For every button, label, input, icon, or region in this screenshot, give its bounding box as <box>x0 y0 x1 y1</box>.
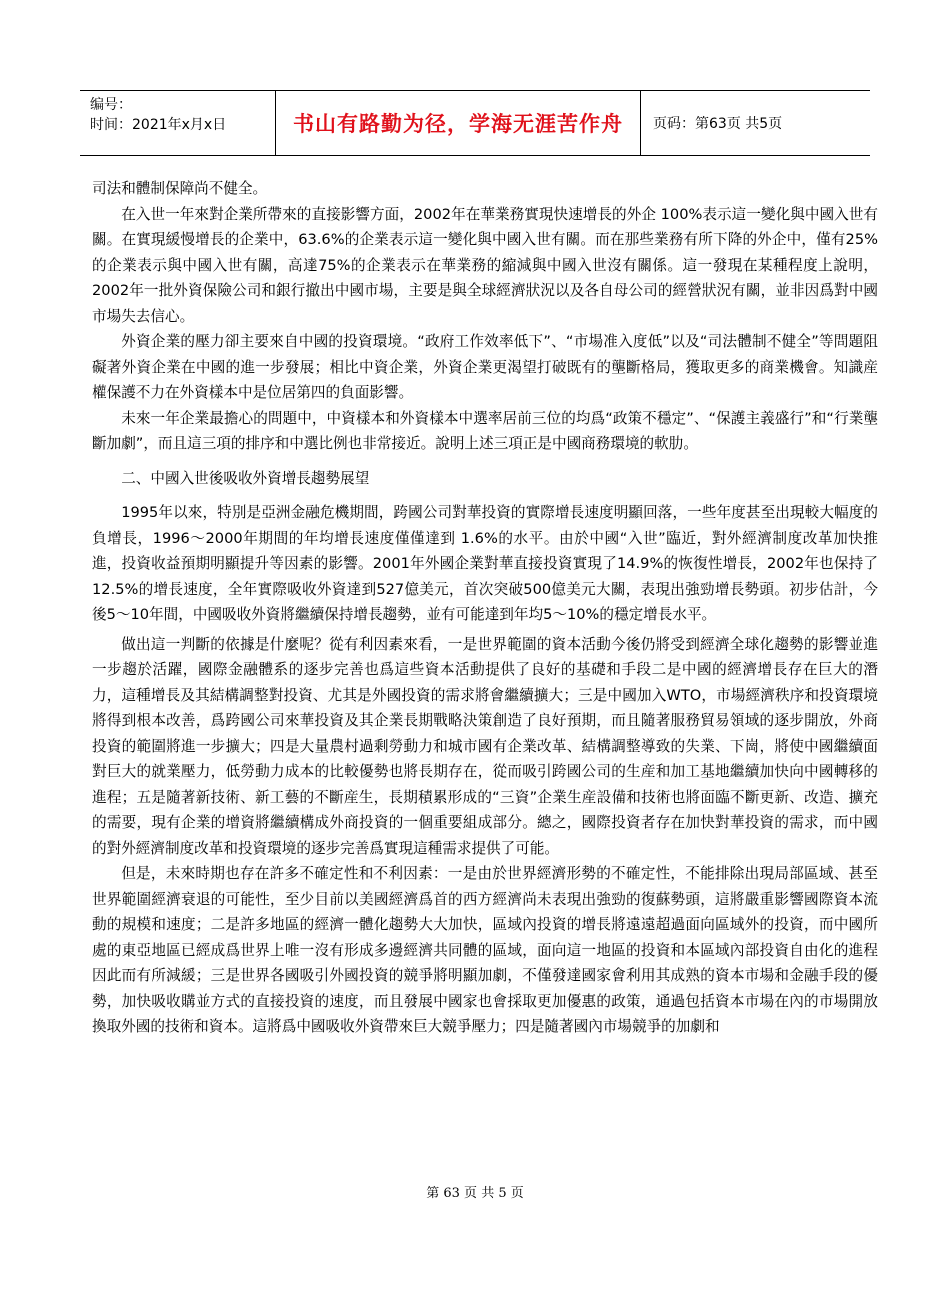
paragraph: 司法和體制保障尚不健全。 <box>92 180 268 197</box>
document-body <box>92 176 878 1040</box>
paragraph: 外資企業的壓力卻主要來自中國的投資環境。“政府工作效率低下”、“市場准入度低”以及“司法體制不健全”等問題阻礙著外資企業在中國的進一步發展；相比中資企業，外資企業更渴望打破既有的壟斷格局，獲取更多的商業機會。知識産權保護不力在外資樣本中是位居第四的負面影響。 <box>92 333 878 401</box>
page-footer: 第 63 页 共 5 页 <box>426 1186 524 1201</box>
paragraph: 1995年以來，特別是亞洲金融危機期間，跨國公司對華投資的實際增長速度明顯回落，一些年度甚至出現較大幅度的負增長，1996～2000年期間的年均增長速度僅僅達到 1.6%的水平。由於中國“入世”臨近，對外經濟制度改革加快推進，投資收益預期明顯提升等因素的影響。2001年外國企業對華直接投資實現了14.9%的恢復性增長，2002年也保持了12.5%的增長速度，全年實際吸收外資達到527億美元，首次突破500億美元大關，表現出強勁增長勢頭。初步估計，今後5～10年間，中國吸收外資將繼續保持增長趨勢，並有可能達到年均5～10%的穩定增長水平。 <box>92 504 878 623</box>
header-table <box>80 90 870 156</box>
paragraph: 未來一年企業最擔心的問題中，中資樣本和外資樣本中選率居前三位的均爲“政策不穩定”、“保護主義盛行”和“行業壟斷加劇”，而且這三項的排序和中選比例也非常接近。說明上述三項正是中國商務環境的軟肋。 <box>92 409 878 452</box>
date-label: 时间：2021年x月x日 <box>90 117 227 133</box>
paragraph: 在入世一年來對企業所帶來的直接影響方面，2002年在華業務實現快速增長的外企 100%表示這一變化與中國入世有關。在實現緩慢增長的企業中，63.6%的企業表示這一變化與中國入世有關。而在那些業務有所下降的外企中，僅有25%的企業表示與中國入世有關，高達75%的企業表示在華業務的縮減與中國入世沒有關係。這一發現在某種程度上說明，2002年一批外資保險公司和銀行撤出中國市場，主要是與全球經濟狀況以及各自母公司的經營狀況有關，並非因爲對中國市場失去信心。 <box>92 205 878 325</box>
paragraph: 但是，未來時期也存在許多不確定性和不利因素：一是由於世界經濟形勢的不確定性，不能排除出現局部區域、甚至世界範圍經濟衰退的可能性，至少目前以美國經濟爲首的西方經濟尚未表現出強勁的復蘇勢頭，這將嚴重影響國際資本流動的規模和速度；二是許多地區的經濟一體化趨勢大大加快，區域內投資的增長將遠遠超過面向區域外的投資，而中國所處的東亞地區已經成爲世界上唯一沒有形成多邊經濟共同體的區域，面向這一地區的投資和本區域內部投資自由化的進程因此而有所減緩；三是世界各國吸引外國投資的競爭將明顯加劇，不僅發達國家會利用其成熟的資本市場和金融手段的優勢，加快吸收購並方式的直接投資的速度，而且發展中國家也會採取更加優惠的政策，通過包括資本市場在內的市場開放換取外國的技術和資本。這將爲中國吸收外資帶來巨大競爭壓力；四是隨著國內市場競爭的加劇和 <box>92 865 878 1035</box>
page-info: 页码：第63页 共5页 <box>653 116 783 132</box>
motto-banner: 书山有路勤为径，学海无涯苦作舟 <box>276 91 641 155</box>
section-heading: 二、中國入世後吸收外資增長趨勢展望 <box>121 469 370 487</box>
header-left-cell <box>80 91 276 155</box>
serial-number-label: 编号： <box>90 97 132 113</box>
paragraph: 做出這一判斷的依據是什麼呢？從有利因素來看，一是世界範圍的資本活動今後仍將受到經濟全球化趨勢的影響並進一步趨於活躍，國際金融體系的逐步完善也爲這些資本活動提供了良好的基礎和手段二是中國的經濟增長存在巨大的潛力，這種增長及其結構調整對投資、尤其是外國投資的需求將會繼續擴大；三是中國加入WTO，市場經濟秩序和投資環境將得到根本改善，爲跨國公司來華投資及其企業長期戰略決策創造了良好預期，而且隨著服務貿易領域的逐步開放，外商投資的範圍將進一步擴大；四是大量農村過剩勞動力和城市國有企業改革、結構調整導致的失業、下崗，將使中國繼續面對巨大的就業壓力，低勞動力成本的比較優勢也將長期存在，從而吸引跨國公司的生産和加工基地繼續加快向中國轉移的進程；五是隨著新技術、新工藝的不斷産生，長期積累形成的“三資”企業生産設備和技術也將面臨不斷更新、改造、擴充的需要，現有企業的增資將繼續構成外商投資的一個重要組成部分。總之，國際投資者存在加快對華投資的需求，而中國的對外經濟制度改革和投資環境的逐步完善爲實現這種需求提供了可能。 <box>92 635 878 857</box>
